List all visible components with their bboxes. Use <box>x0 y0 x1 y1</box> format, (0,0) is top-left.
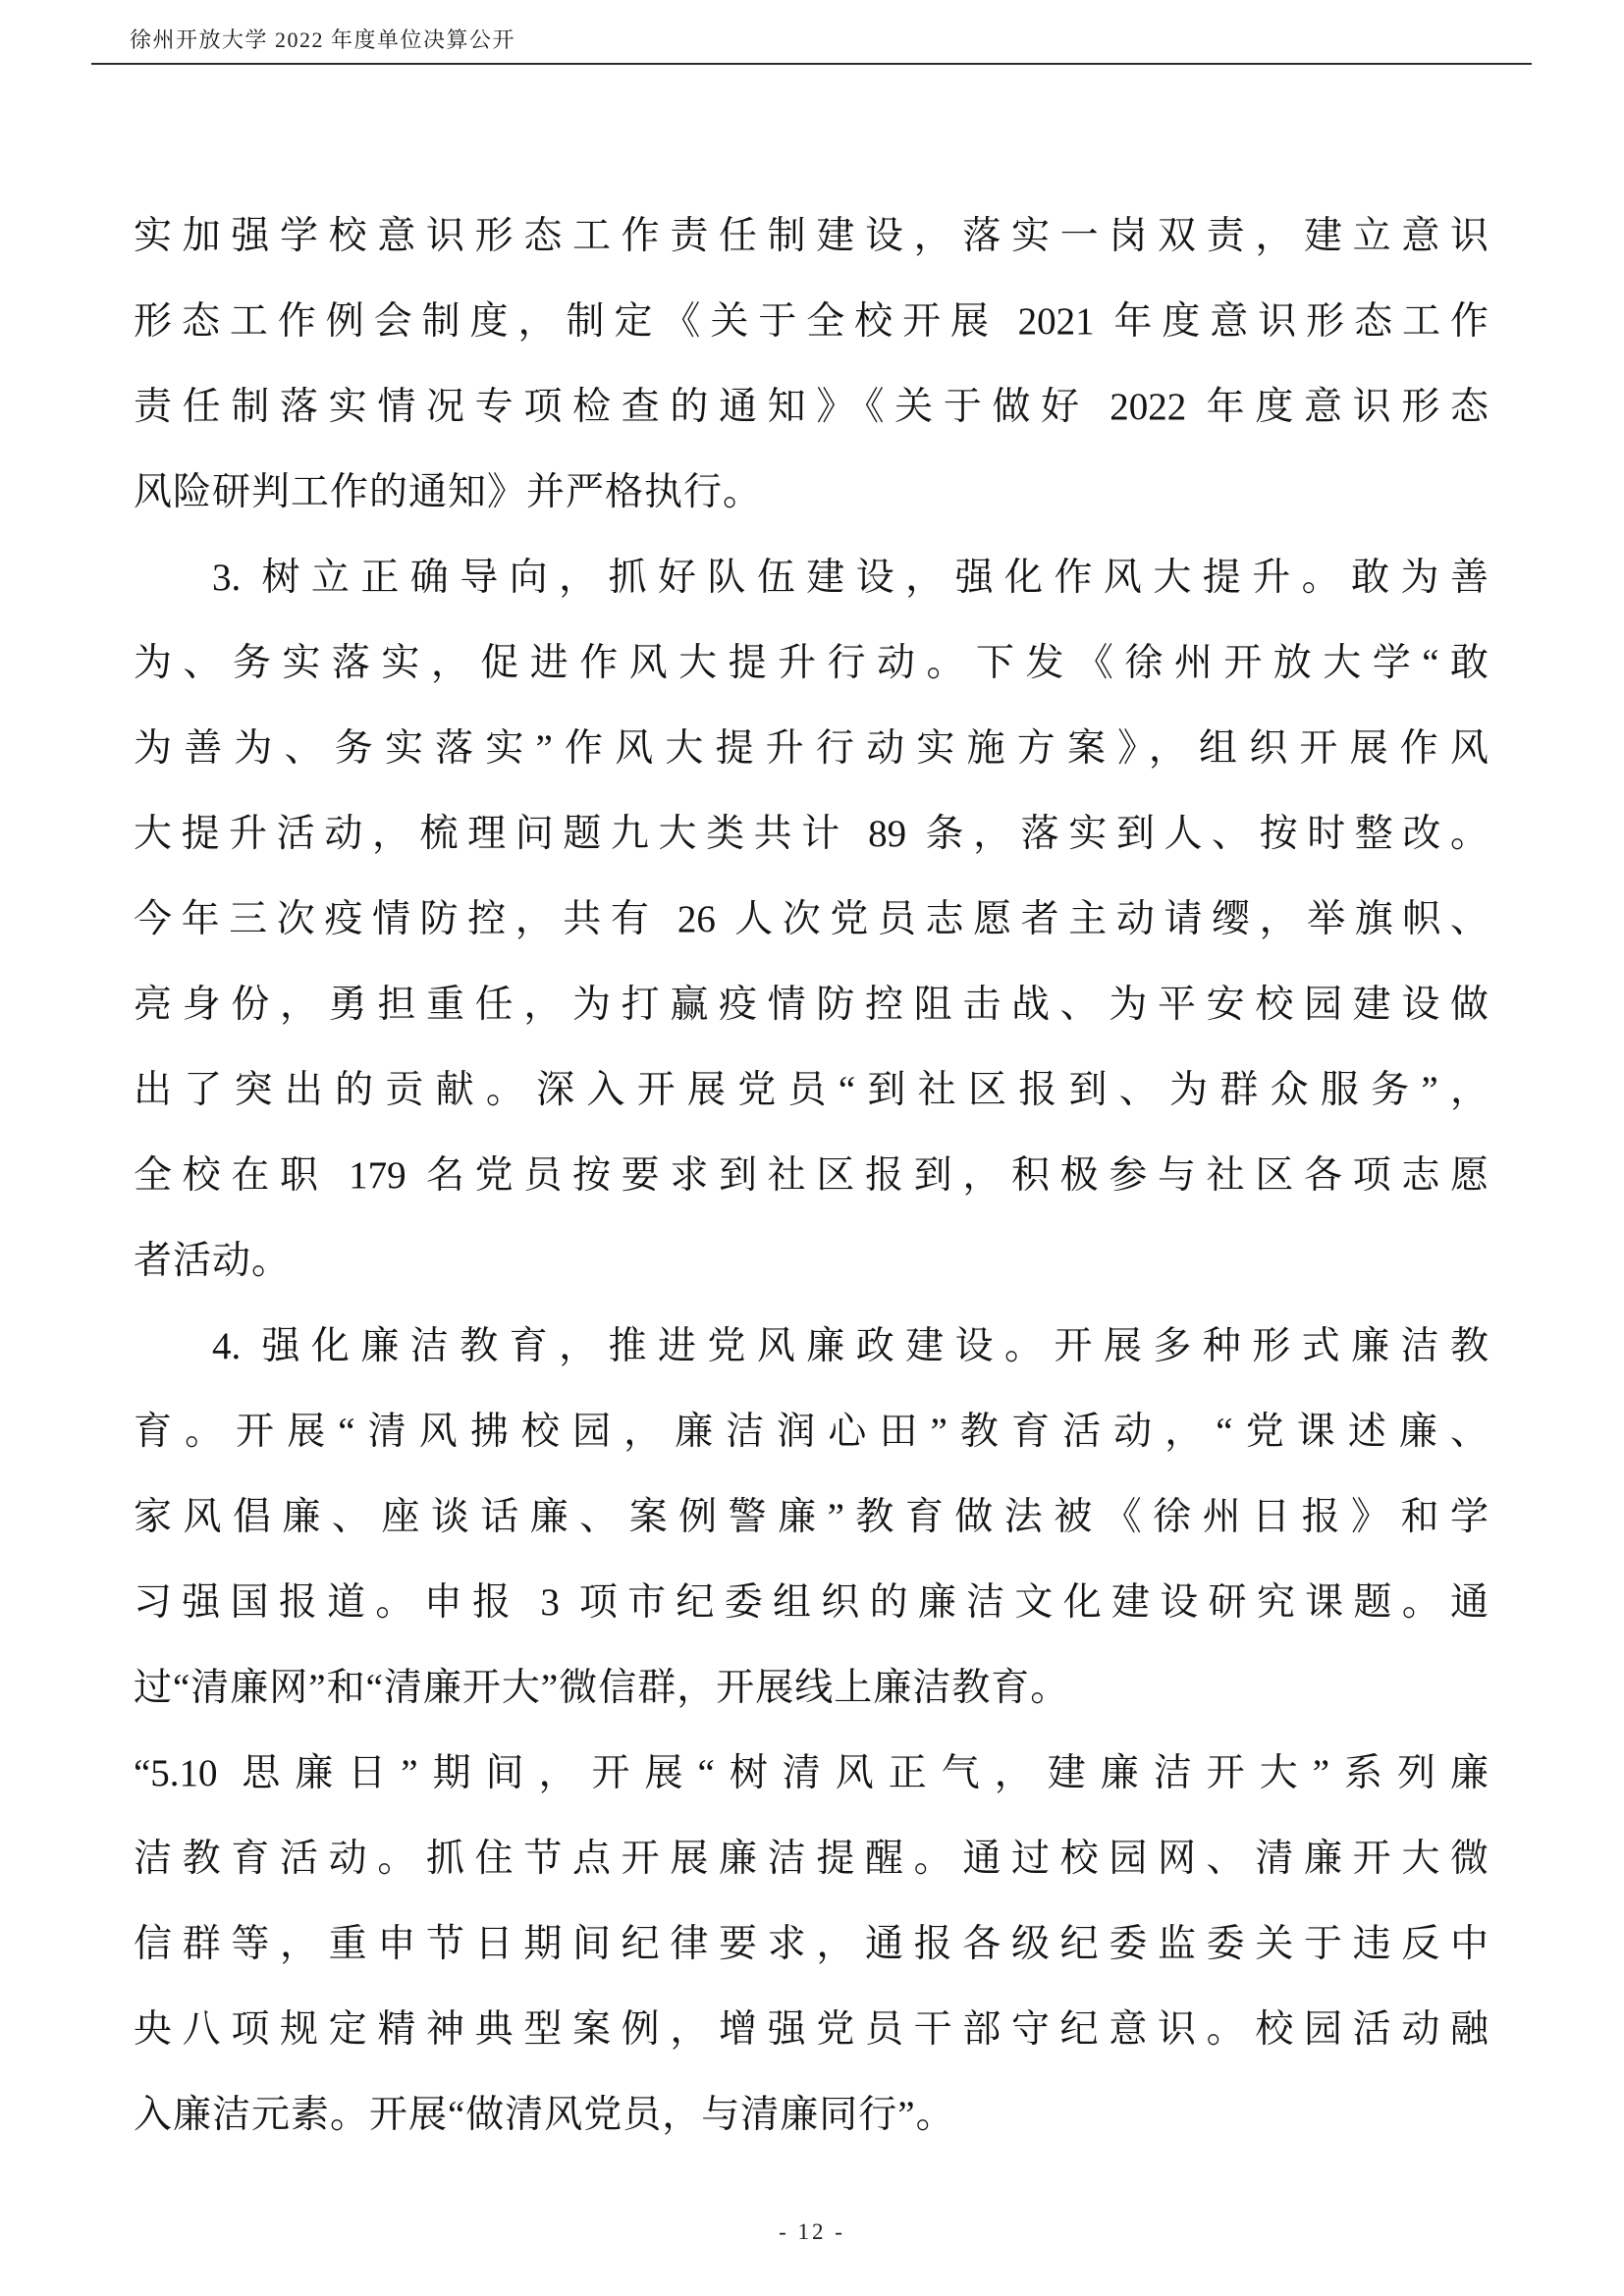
text-line: 央八项规定精神典型案例，增强党员干部守纪意识。校园活动融 <box>134 2008 1489 2051</box>
text-line: 为、务实落实，促进作风大提升行动。下发《徐州开放大学“敢 <box>134 642 1489 684</box>
text-line: 过“清廉网”和“清廉开大”微信群，开展线上廉洁教育。 <box>134 1667 1070 1709</box>
text-line: 出了突出的贡献。深入开展党员“到社区报到、为群众服务”， <box>134 1069 1489 1111</box>
text-line: 4. 强化廉洁教育，推进党风廉政建设。开展多种形式廉洁教 <box>212 1325 1489 1367</box>
text-line: 今年三次疫情防控，共有 26 人次党员志愿者主动请缨，举旗帜、 <box>134 898 1489 940</box>
text-line: 亮身份，勇担重任，为打赢疫情防控阻击战、为平安校园建设做 <box>134 984 1489 1026</box>
text-line: 风险研判工作的通知》并严格执行。 <box>134 471 763 513</box>
text-line: 洁教育活动。抓住节点开展廉洁提醒。通过校园网、清廉开大微 <box>134 1838 1489 1880</box>
text-line: 入廉洁元素。开展“做清风党员，与清廉同行”。 <box>134 2094 955 2136</box>
text-line: 为善为、务实落实”作风大提升行动实施方案》，组织开展作风 <box>134 727 1489 770</box>
page-footer <box>0 2219 1624 2245</box>
text-line: 全校在职 179 名党员按要求到社区报到，积极参与社区各项志愿 <box>134 1154 1489 1197</box>
text-line: 家风倡廉、座谈话廉、案例警廉”教育做法被《徐州日报》和学 <box>134 1496 1489 1538</box>
text-line: 实加强学校意识形态工作责任制建设，落实一岗双责，建立意识 <box>134 215 1489 257</box>
text-line: 者活动。 <box>134 1240 292 1282</box>
text-line: 育。开展“清风拂校园，廉洁润心田”教育活动，“党课述廉、 <box>134 1411 1489 1453</box>
text-line: 责任制落实情况专项检查的通知》《关于做好 2022 年度意识形态 <box>134 386 1489 428</box>
text-line: 大提升活动，梳理问题九大类共计 89 条，落实到人、按时整改。 <box>134 813 1489 855</box>
text-line: 信群等，重申节日期间纪律要求，通报各级纪委监委关于违反中 <box>134 1923 1489 1965</box>
text-line: 3. 树立正确导向，抓好队伍建设，强化作风大提升。敢为善 <box>212 557 1489 599</box>
text-line: 形态工作例会制度，制定《关于全校开展 2021 年度意识形态工作 <box>134 300 1489 343</box>
page-number: - 12 - <box>779 2219 845 2244</box>
page-header <box>91 24 1532 65</box>
text-line: 习强国报道。申报 3 项市纪委组织的廉洁文化建设研究课题。通 <box>134 1581 1489 1624</box>
text-line: “5.10 思廉日”期间，开展“树清风正气，建廉洁开大”系列廉 <box>134 1752 1489 1794</box>
document-body <box>134 193 1489 2158</box>
header-title: 徐州开放大学 2022 年度单位决算公开 <box>130 27 516 52</box>
